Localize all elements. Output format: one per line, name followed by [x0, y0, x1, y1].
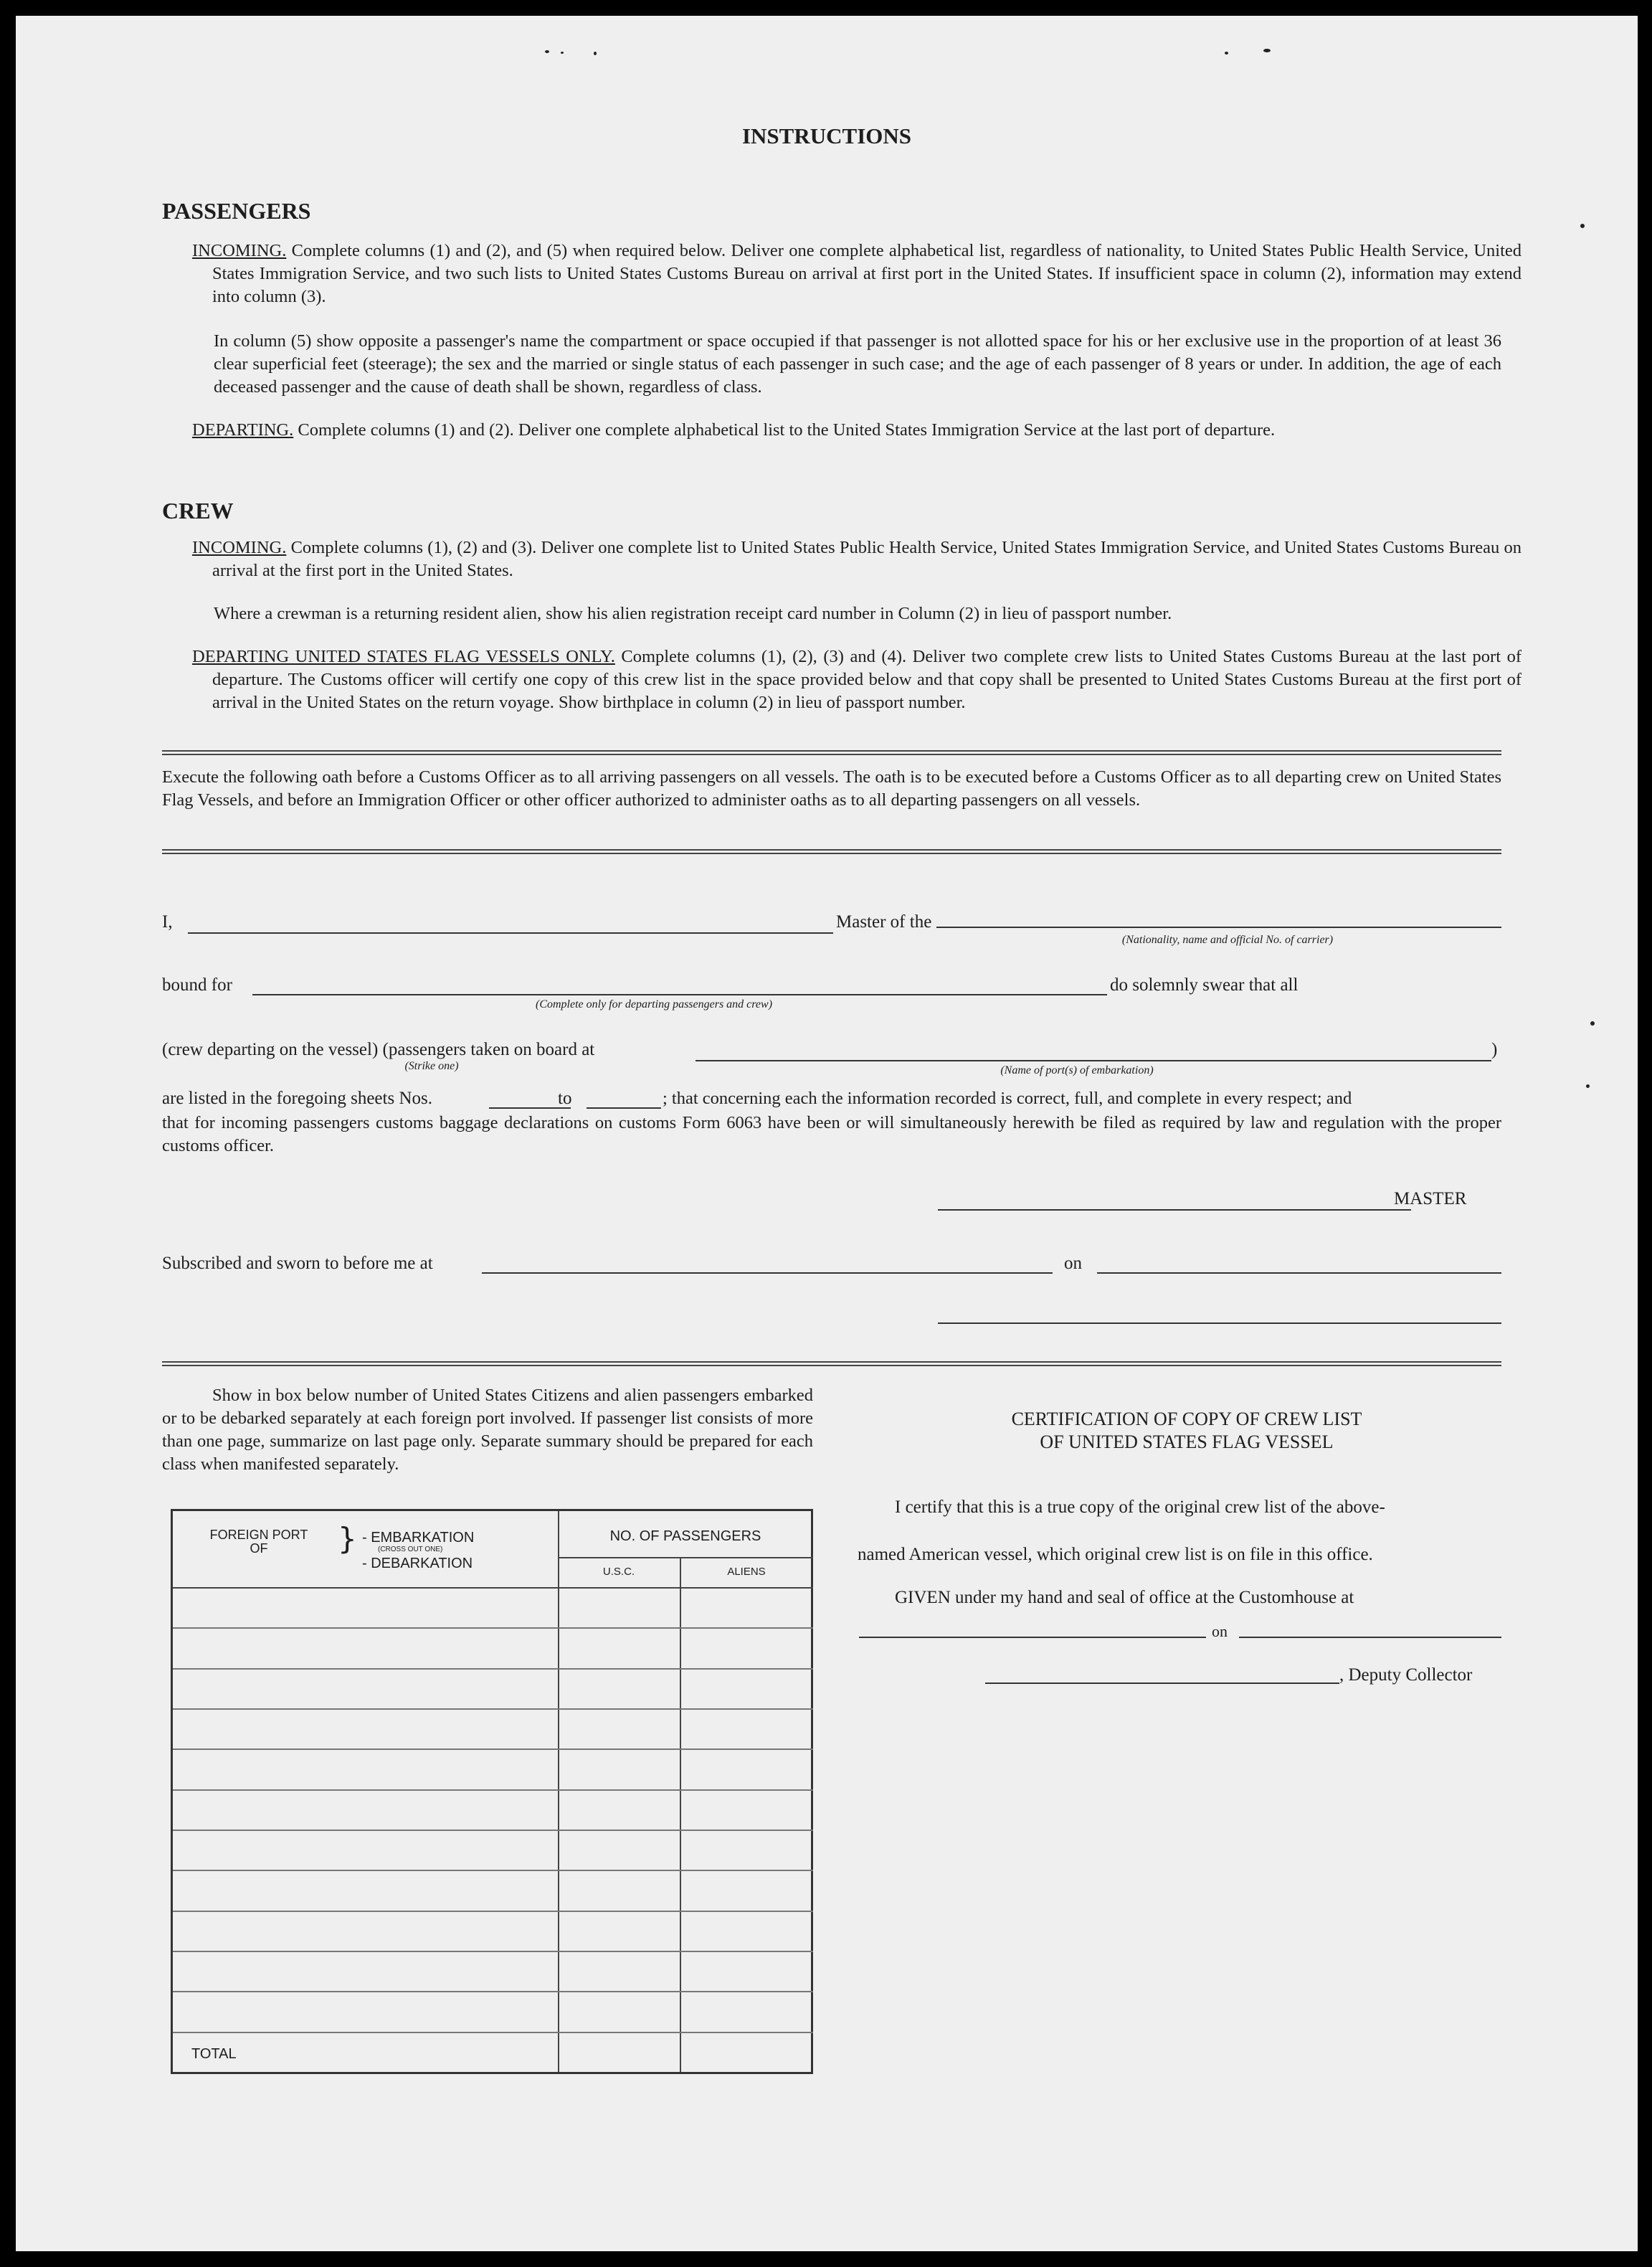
- oath-instruction: Execute the following oath before a Customs Officer as to all arriving passengers on all vessels. The oath is to be executed before a Customs Officer as to all departing crew on United States Flag Vessels, and before an Immigration Officer or other officer authorized to administer oaths as to all departing passengers on all vessels.: [162, 767, 1501, 810]
- passengers-incoming-paragraph: [192, 240, 1522, 308]
- officer-signature-field[interactable]: [938, 1322, 1501, 1324]
- scan-mark: [1586, 1084, 1590, 1088]
- total-label: TOTAL: [191, 2046, 237, 2062]
- usc-label: U.S.C.: [602, 1566, 635, 1578]
- table-row[interactable]: [173, 1748, 813, 1750]
- table-divider: [173, 1587, 813, 1589]
- cross-out-one-label: (CROSS OUT ONE): [378, 1546, 443, 1553]
- certification-line2: named American vessel, which original crew list is on file in this office.: [858, 1545, 1373, 1564]
- master-signature-field[interactable]: [938, 1209, 1411, 1211]
- close-paren: ): [1491, 1040, 1498, 1059]
- table-row[interactable]: [173, 1830, 813, 1831]
- scan-mark: [594, 52, 597, 55]
- table-row[interactable]: [173, 1708, 813, 1710]
- passengers-column5-paragraph: In column (5) show opposite a passenger's name the compartment or space occupied if that passenger is not allotted space for his or her exclusive use in the proportion of at least 36 clear superficial feet (steerage); the sex and the married or single status of each passenger in such case; and the age of each passenger of 8 years or under. In addition, the age of each deceased passenger and the cause of death shall be shown, regardless of class.: [214, 331, 1501, 397]
- table-row[interactable]: [173, 1870, 813, 1871]
- sheets-to-field[interactable]: [587, 1107, 661, 1109]
- table-row[interactable]: [173, 1991, 813, 1992]
- embarkation-port-field[interactable]: [696, 1060, 1491, 1061]
- passengers-incoming-text: Complete columns (1) and (2), and (5) when required below. Deliver one complete alphabetical list, regardless of nationality, to United States Public Health Service, United States Immigration Service, and two such lists to United States Customs Bureau on arrival at first port in the United States. If insufficient space in column (2), information may extend into column (3).: [212, 241, 1522, 306]
- passengers-departing-text: Complete columns (1) and (2). Deliver one complete alphabetical list to the United States Immigration Service at the last port of departure.: [293, 420, 1276, 440]
- table-row[interactable]: [173, 1911, 813, 1912]
- crew-incoming-text: Complete columns (1), (2) and (3). Deliver one complete list to United States Public Health Service, United States Immigration Service, and United States Customs Bureau on arrival at the first port in the United States.: [212, 538, 1522, 580]
- scan-mark: [1225, 52, 1228, 55]
- oath-i-label: I,: [162, 912, 173, 932]
- summary-instruction: Show in box below number of United States Citizens and alien passengers embarked or to be debarked separately at each foreign port involved. If passenger list consists of more than one page, summarize on last page only. Separate summary should be prepared for each class when manifested separately.: [162, 1386, 813, 1474]
- statement-rest: that for incoming passengers customs baggage declarations on customs Form 6063 have been or will simultaneously herewith be filed as required by law and regulation with the proper customs officer.: [162, 1113, 1501, 1155]
- swear-label: do solemnly swear that all: [1110, 975, 1299, 995]
- table-row[interactable]: [173, 2032, 813, 2033]
- customhouse-field[interactable]: [859, 1637, 1206, 1638]
- crew-resident-paragraph: Where a crewman is a returning resident alien, show his alien registration receipt card number in Column (2) in lieu of passport number.: [214, 604, 1172, 623]
- carrier-field[interactable]: [936, 927, 1501, 928]
- certification-line1: I certify that this is a true copy of the original crew list of the above-: [895, 1497, 1385, 1517]
- crew-heading: CREW: [162, 498, 234, 524]
- crew-departing-label: (crew departing on the vessel) (passengers taken on board at: [162, 1040, 595, 1059]
- crew-departing-text: Complete columns (1), (2), (3) and (4). Deliver two complete crew lists to United States Customs Bureau at the last port of departure. The Customs officer will certify one copy of this crew list in the space provided below and that copy shall be presented to United States Customs Bureau at the first port of arrival in the United States on the return voyage. Show birthplace in column (2) in lieu of passport number.: [212, 647, 1522, 712]
- bound-for-field[interactable]: [252, 994, 1107, 995]
- brace-icon: }: [338, 1521, 357, 1556]
- sworn-date-field[interactable]: [1097, 1272, 1501, 1274]
- port-caption: (Name of port(s) of embarkation): [1000, 1064, 1154, 1076]
- certification-date-field[interactable]: [1239, 1637, 1501, 1638]
- page-title: INSTRUCTIONS: [741, 123, 911, 148]
- crew-departing-label: DEPARTING UNITED STATES FLAG VESSELS ONLY.: [192, 647, 615, 666]
- certification-heading-line1: CERTIFICATION OF COPY OF CREW LIST: [1011, 1409, 1362, 1429]
- bound-for-label: bound for: [162, 975, 232, 995]
- passengers-departing-paragraph: [192, 419, 1522, 442]
- table-row[interactable]: [173, 1668, 813, 1670]
- passengers-heading: PASSENGERS: [162, 198, 311, 224]
- foreign-port-of-label: FOREIGN PORT OF: [209, 1528, 308, 1556]
- table-divider: [558, 1557, 813, 1558]
- deputy-signature-field[interactable]: [985, 1682, 1339, 1684]
- no-of-passengers-label: NO. OF PASSENGERS: [609, 1528, 761, 1544]
- statement-after: ; that concerning each the information recorded is correct, full, and complete in every respect; and: [663, 1089, 1352, 1108]
- scan-mark: [1263, 49, 1271, 52]
- table-row[interactable]: [173, 1789, 813, 1791]
- passengers-departing-label: DEPARTING.: [192, 420, 294, 440]
- double-rule: [162, 750, 1501, 755]
- scan-mark: [1590, 1021, 1595, 1026]
- master-of-label: Master of the: [836, 912, 932, 932]
- certification-line3: GIVEN under my hand and seal of office at the Customhouse at: [895, 1588, 1354, 1607]
- scan-mark: [545, 50, 549, 53]
- table-divider: [680, 1557, 681, 2072]
- embarkation-label: - EMBARKATION: [362, 1530, 475, 1546]
- strike-caption: (Strike one): [404, 1060, 459, 1072]
- double-rule: [162, 1361, 1501, 1366]
- certification-on-label: on: [1212, 1622, 1228, 1640]
- passengers-incoming-label: INCOMING.: [192, 241, 287, 260]
- form-page: [16, 16, 1638, 2251]
- nationality-caption: (Nationality, name and official No. of carrier): [1121, 934, 1334, 946]
- passenger-summary-table: [171, 1509, 813, 2074]
- crew-incoming-paragraph: [192, 536, 1522, 582]
- sworn-place-field[interactable]: [482, 1272, 1053, 1274]
- complete-only-caption: (Complete only for departing passengers and crew): [535, 998, 773, 1011]
- table-row[interactable]: [173, 1627, 813, 1629]
- table-divider: [558, 1511, 559, 2072]
- to-label: to: [558, 1089, 572, 1108]
- sheets-label: are listed in the foregoing sheets Nos.: [162, 1089, 432, 1108]
- subscribed-label: Subscribed and sworn to before me at: [162, 1254, 433, 1273]
- master-name-field[interactable]: [188, 932, 833, 934]
- double-rule: [162, 849, 1501, 854]
- aliens-label: ALIENS: [727, 1566, 766, 1578]
- certification-heading-line2: OF UNITED STATES FLAG VESSEL: [1040, 1431, 1334, 1452]
- on-label: on: [1064, 1254, 1082, 1273]
- scan-mark: [1580, 224, 1585, 228]
- scan-mark: [561, 52, 564, 54]
- master-label: MASTER: [1394, 1189, 1467, 1208]
- crew-incoming-label: INCOMING.: [192, 538, 287, 557]
- crew-departing-paragraph: [192, 645, 1522, 714]
- debarkation-label: - DEBARKATION: [362, 1556, 473, 1571]
- table-row[interactable]: [173, 1951, 813, 1952]
- deputy-collector-label: , Deputy Collector: [1339, 1665, 1473, 1685]
